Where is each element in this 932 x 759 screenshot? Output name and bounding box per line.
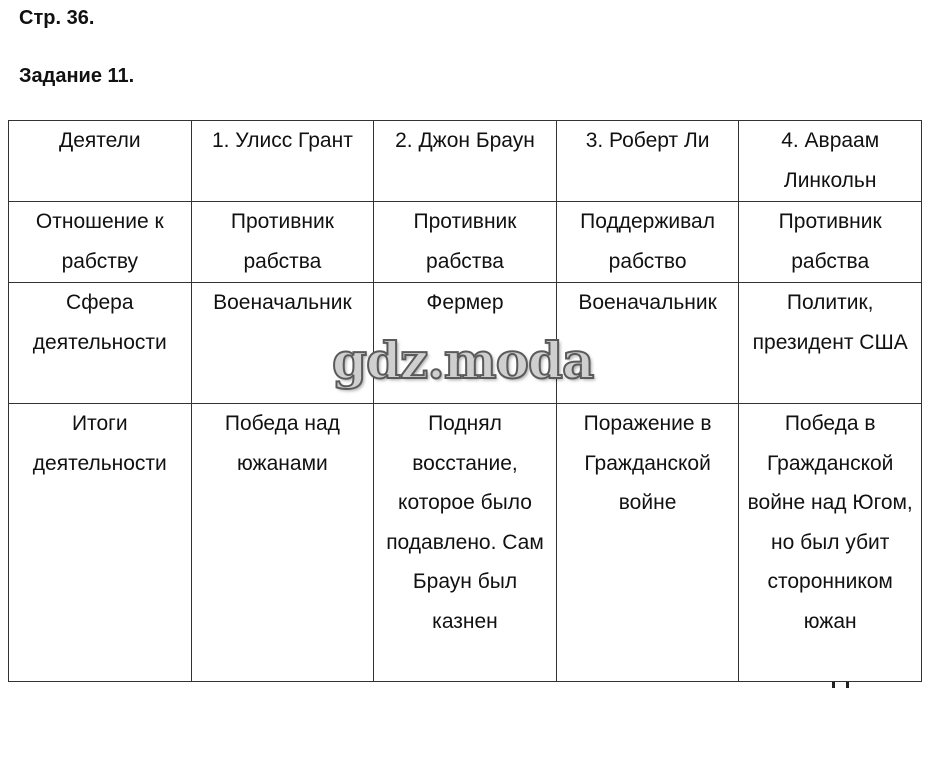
row-label-cell: Итоги деятельности [9,404,192,682]
table-cell: Победа в Гражданской войне над Югом, но был убит сторонником южан [739,404,922,682]
table-row-results [9,404,922,682]
table-row-slavery-attitude [9,202,922,283]
table-cell: Противник рабства [739,202,922,283]
header-cell-lincoln: 4. Авраам Линкольн [739,121,922,202]
table-cell: Противник рабства [374,202,557,283]
row-label-cell: Отношение к рабству [9,202,192,283]
table-cell: Поднял восстание, которое было подавлено. Сам Браун был казнен [374,404,557,682]
table-cell: Фермер [374,283,557,404]
header-cell-figures: Деятели [9,121,192,202]
header-cell-grant: 1. Улисс Грант [191,121,374,202]
table-cell: Военачальник [556,283,739,404]
watermark-logo: gdz.moda [332,331,594,390]
stray-marks [829,682,853,690]
table-cell: Победа над южанами [191,404,374,682]
table-header-row [9,121,922,202]
row-label-cell: Сфера деятельности [9,283,192,404]
table-row-field-of-activity [9,283,922,404]
table-cell: Военачальник [191,283,374,404]
header-cell-lee: 3. Роберт Ли [556,121,739,202]
table-cell: Политик, президент США [739,283,922,404]
table-cell: Противник рабства [191,202,374,283]
page-reference: Стр. 36. [19,7,95,29]
answer-table [8,120,922,682]
table-cell: Поражение в Гражданской войне [556,404,739,682]
header-cell-brown: 2. Джон Браун [374,121,557,202]
task-title: Задание 11. [19,65,135,87]
table-cell: Поддерживал рабство [556,202,739,283]
